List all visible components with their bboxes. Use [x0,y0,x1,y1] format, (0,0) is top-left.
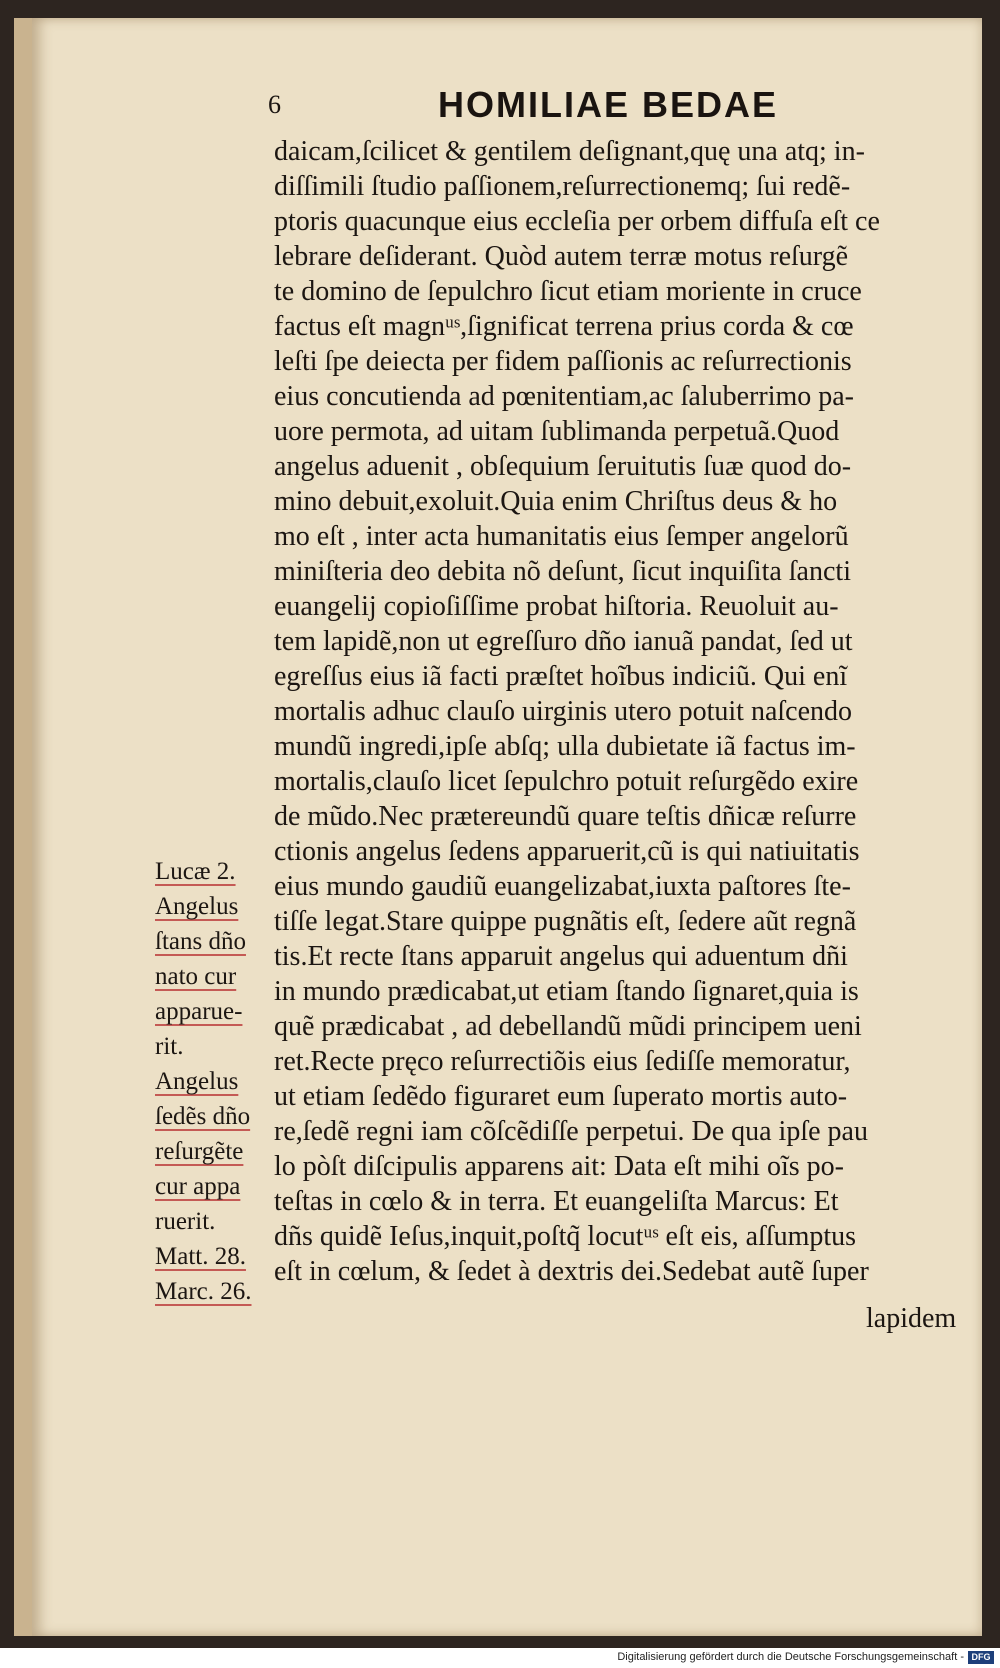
marginal-note: ruerit. [155,1208,216,1235]
text-line: ctionis angelus ſedens apparuerit,cũ is qui natiuitatis [274,836,860,867]
marginal-note: apparue- [155,998,243,1025]
text-line: mo eſt , inter acta humanitatis eius ſemper angelorũ [274,521,849,552]
text-line: lo pòſt diſcipulis apparens ait: Data eſt mihi oĩs po- [274,1151,845,1182]
marginal-note: Lucæ 2. [155,858,236,885]
text-line: ret.Recte pręco reſurrectiõis eius ſediſſe memoratur, [274,1046,851,1077]
text-line: mino debuit,exoluit.Quia enim Chriſtus deus & ho [274,486,838,517]
text-line: mundũ ingredi,ipſe abſq; ulla dubietate iã factus im- [274,731,856,762]
text-line: ut etiam ſedẽdo figuraret eum ſuperato mortis auto- [274,1081,848,1112]
text-line: de mũdo.Nec prætereundũ quare teſtis dñicæ reſurre [274,801,857,832]
text-line: angelus aduenit , obſequium ſeruitutis ſuæ quod do- [274,451,852,482]
marginal-note: Angelus [155,1068,239,1095]
marginal-note: cur appa [155,1173,241,1200]
text-line: tem lapidẽ,non ut egreſſuro dño ianuã pandat, ſed ut [274,626,853,657]
digitization-footer [0,1648,1000,1668]
text-line: uore permota, ad uitam ſublimanda perpetuã.Quod [274,416,840,447]
text-line: teſtas in cœlo & in terra. Et euangeliſta Marcus: Et [274,1186,839,1217]
text-line: quẽ prædicabat , ad debellandũ mũdi principem ueni [274,1011,862,1042]
text-line: te domino de ſepulchro ſicut etiam moriente in cruce [274,276,862,307]
text-line: factus eſt magnᵘˢ,ſignificat terrena prius corda & cœ [274,311,854,342]
text-line: egreſſus eius iã facti præſtet hoĩbus indiciũ. Qui enĩ [274,661,848,692]
text-line: lebrare deſiderant. Quòd autem terræ motus reſurgẽ [274,241,849,272]
text-line: daicam,ſcilicet & gentilem deſignant,quę una atq; in- [274,136,865,167]
text-line: dñs quidẽ Ieſus,inquit,poſtq̃ locutᵘˢ eſt eis, aſſumptus [274,1221,857,1252]
text-line: mortalis,clauſo licet ſepulchro potuit reſurgẽdo exire [274,766,859,797]
text-line: tis.Et recte ſtans apparuit angelus qui aduentum dñi [274,941,848,972]
marginal-note: Matt. 28. [155,1243,246,1270]
page-number: 6 [268,90,281,119]
body-text [274,134,984,1289]
text-line: ptoris quacunque eius eccleſia per orbem diffuſa eſt ce [274,206,880,237]
text-line: eſt in cœlum, & ſedet à dextris dei.Sedebat autẽ ſuper [274,1256,869,1287]
text-line: leſti ſpe deiecta per fidem paſſionis ac reſurrectionis [274,346,852,377]
marginal-note: rit. [155,1033,184,1060]
marginal-note: nato cur [155,963,237,990]
text-line: in mundo prædicabat,ut etiam ſtando ſignaret,quia is [274,976,859,1007]
marginal-note: ſtans dño [155,928,246,955]
marginal-note: Marc. 26. [155,1278,252,1305]
dfg-logo-icon: DFG [968,1651,994,1664]
text-line: diſſimili ſtudio paſſionem,reſurrectionemq; ſui redẽ- [274,171,851,202]
marginal-note: Angelus [155,893,239,920]
text-line: mortalis adhuc clauſo uirginis utero potuit naſcendo [274,696,853,727]
page-header [268,84,968,132]
catchword: lapidem [866,1303,957,1334]
marginal-note: ſedẽs dño [155,1103,251,1130]
text-line: euangelij copioſiſſime probat hiſtoria. Reuoluit au- [274,591,839,622]
text-line: eius mundo gaudiũ euangelizabat,iuxta paſtores ſte- [274,871,851,902]
text-line: re,ſedẽ regni iam cõſcẽdiſſe perpetui. De qua ipſe pau [274,1116,868,1147]
text-line: eius concutienda ad pœnitentiam,ac ſaluberrimo pa- [274,381,855,412]
funding-credit: Digitalisierung gefördert durch die Deutsche Forschungsgemeinschaft - [617,1651,964,1663]
marginal-note: reſurgẽte [155,1138,244,1165]
marginal-notes [155,854,277,1309]
text-line: miniſteria deo debita nõ deſunt, ſicut inquiſita ſancti [274,556,851,587]
text-line: tiſſe legat.Stare quippe pugnãtis eſt, ſedere aũt regnã [274,906,857,937]
running-head: HOMILIAE BEDAE [438,84,779,125]
